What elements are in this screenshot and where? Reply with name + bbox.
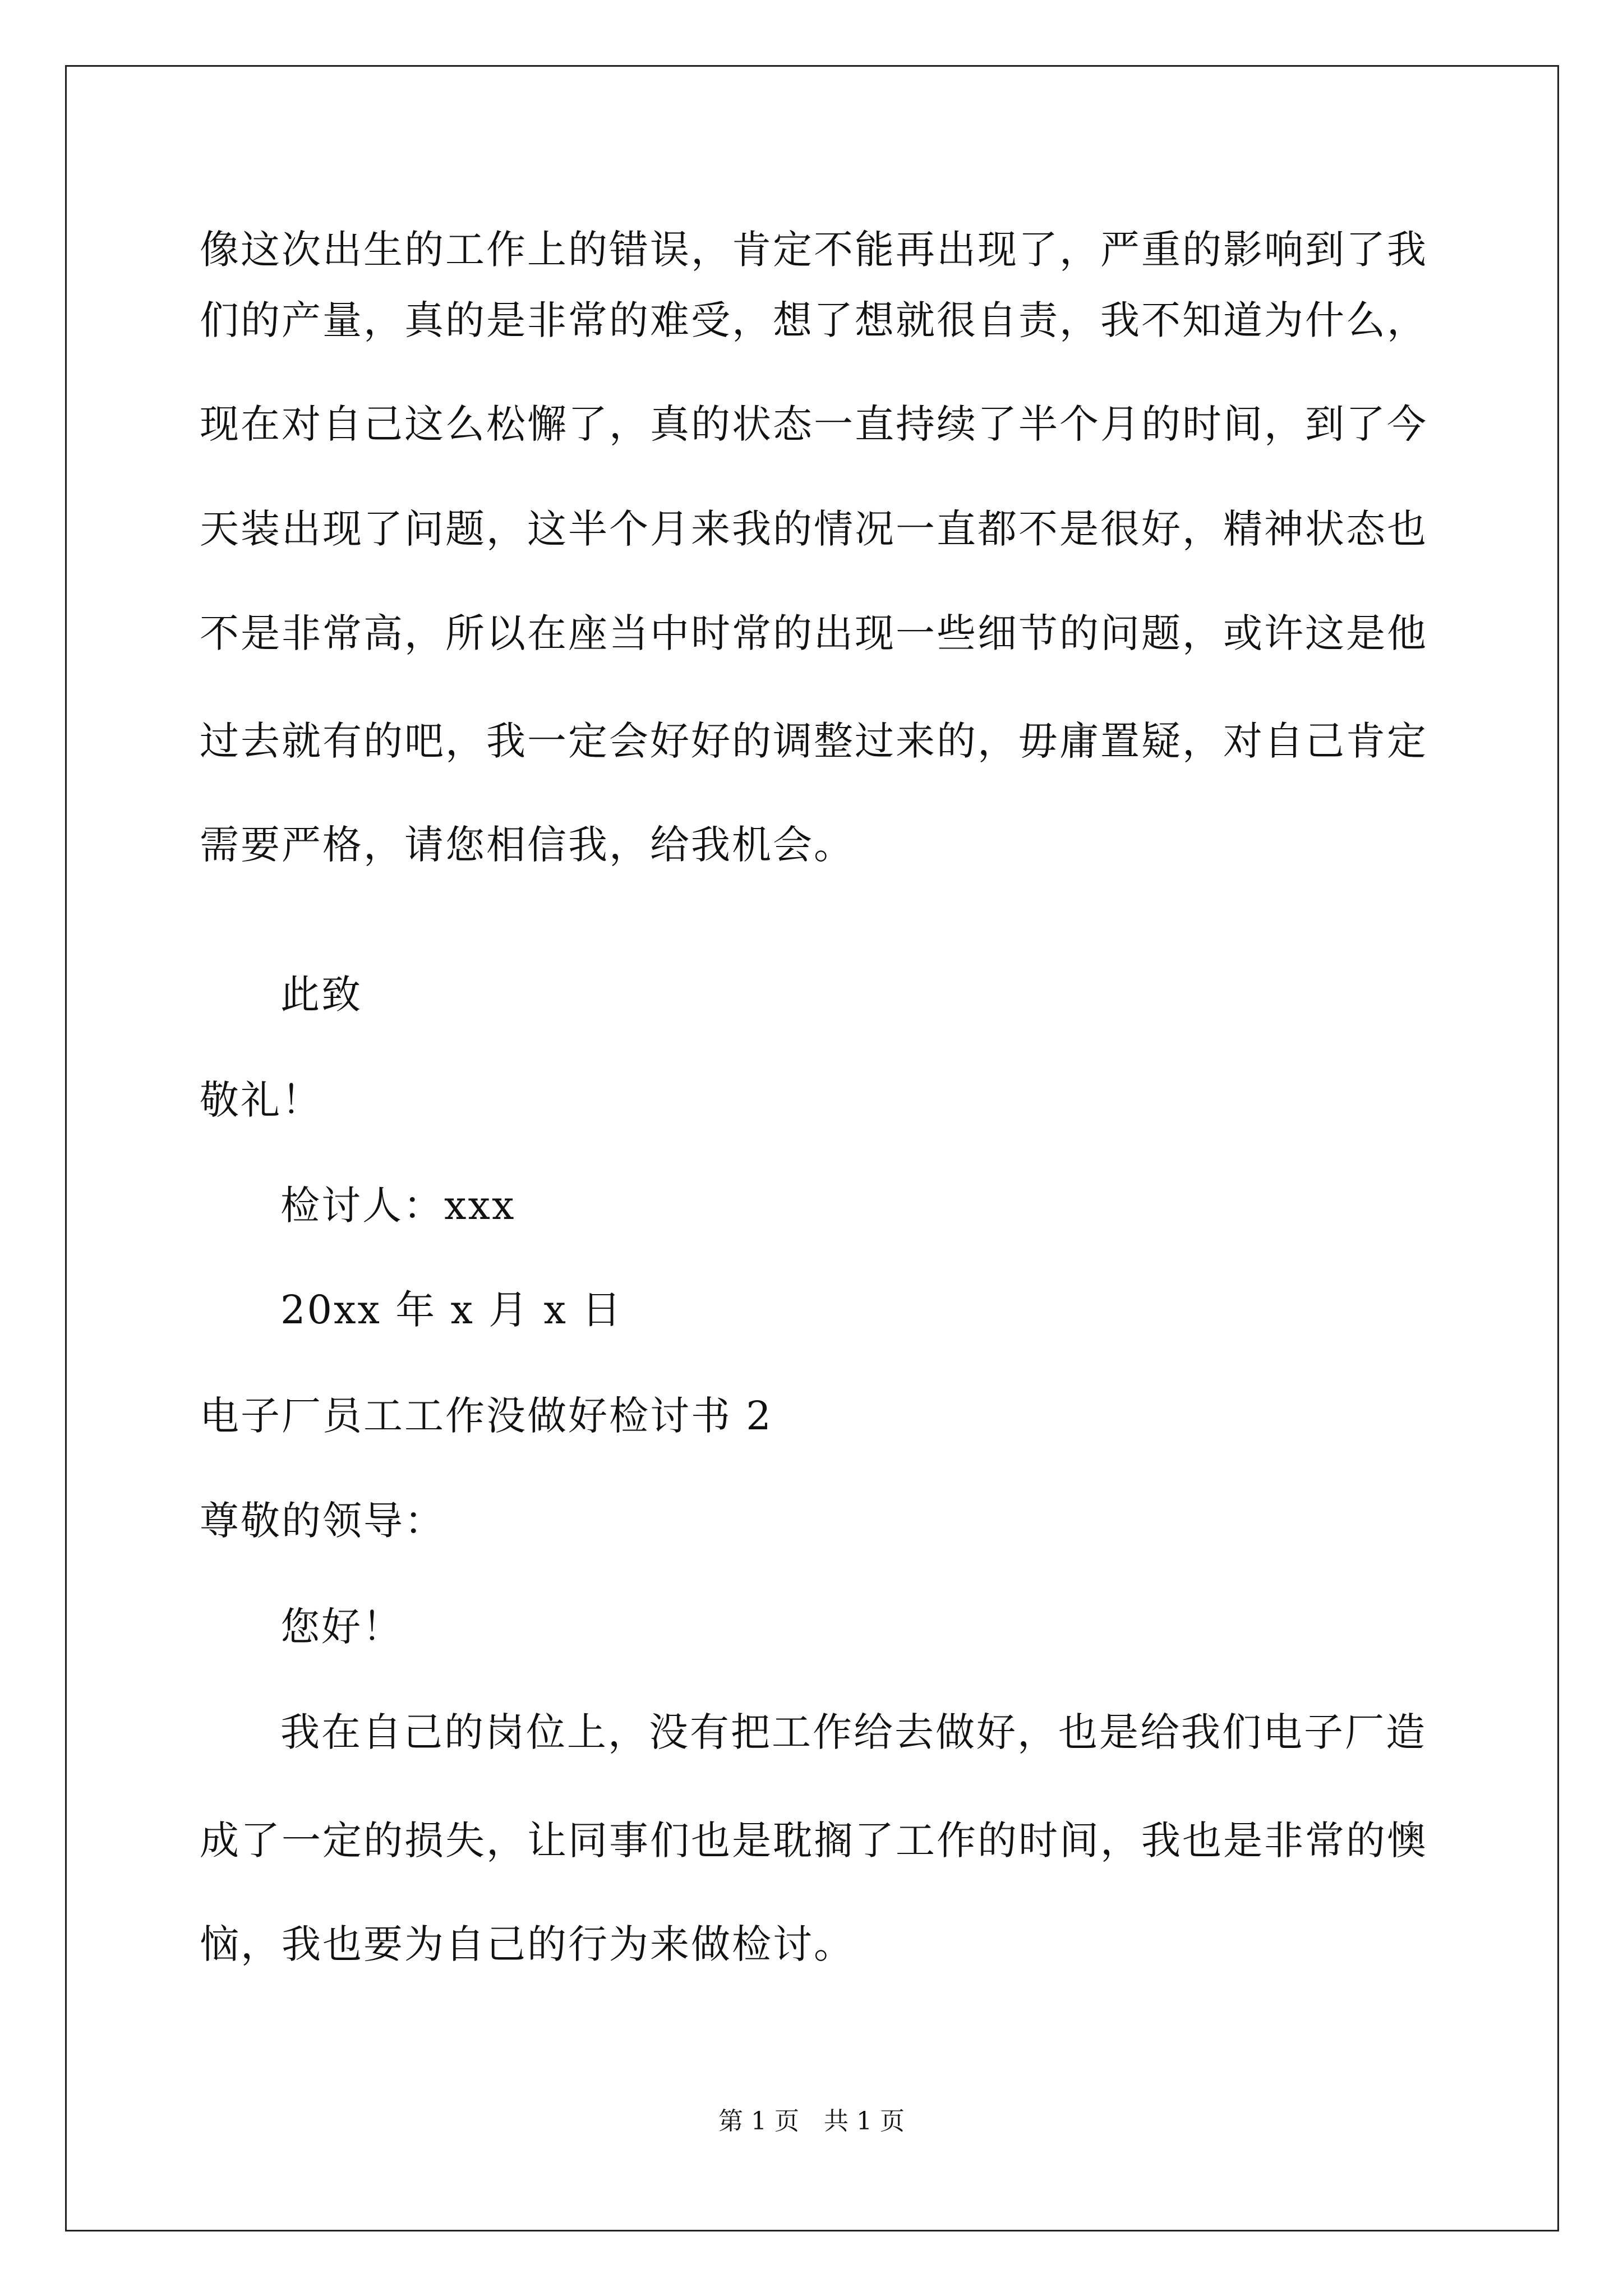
- greeting-text: 尊敬的领导：: [200, 1498, 445, 1544]
- paragraph1-line-3: 现在对自己这么松懈了，真的状态一直持续了半个月的时间，到了今: [200, 401, 1428, 447]
- paragraph1-line-2: 们的产量，真的是非常的难受，想了想就很自责，我不知道为什么，: [200, 297, 1428, 343]
- paragraph2-line-2: 成了一定的损失，让同事们也是耽搁了工作的时间，我也是非常的懊: [200, 1818, 1428, 1864]
- closing-text: 此致: [280, 972, 362, 1018]
- date-text: 20xx 年 x 月 x 日: [280, 1287, 623, 1333]
- paragraph1-line-4: 天装出现了问题，这半个月来我的情况一直都不是很好，精神状态也: [200, 506, 1428, 552]
- paragraph2-line-3: 恼，我也要为自己的行为来做检讨。: [200, 1921, 855, 1967]
- paragraph1-line-1: 像这次出生的工作上的错误，肯定不能再出现了，严重的影响到了我: [200, 227, 1428, 273]
- section-title: 电子厂员工工作没做好检讨书 2: [200, 1393, 773, 1439]
- paragraph1-line-6: 过去就有的吧，我一定会好好的调整过来的，毋庸置疑，对自己肯定: [200, 718, 1428, 764]
- hello-text: 您好！: [280, 1604, 403, 1650]
- paragraph2-line-1: 我在自己的岗位上，没有把工作给去做好，也是给我们电子厂造: [280, 1709, 1427, 1755]
- signer-text: 检讨人：xxx: [280, 1182, 516, 1228]
- paragraph1-line-7: 需要严格，请您相信我，给我机会。: [200, 822, 855, 868]
- page-footer: 第 1 页 共 1 页: [718, 2107, 905, 2136]
- salute-text: 敬礼！: [200, 1077, 322, 1123]
- paragraph1-line-5: 不是非常高，所以在座当中时常的出现一些细节的问题，或许这是他: [200, 610, 1428, 656]
- page-border: [65, 65, 1559, 2231]
